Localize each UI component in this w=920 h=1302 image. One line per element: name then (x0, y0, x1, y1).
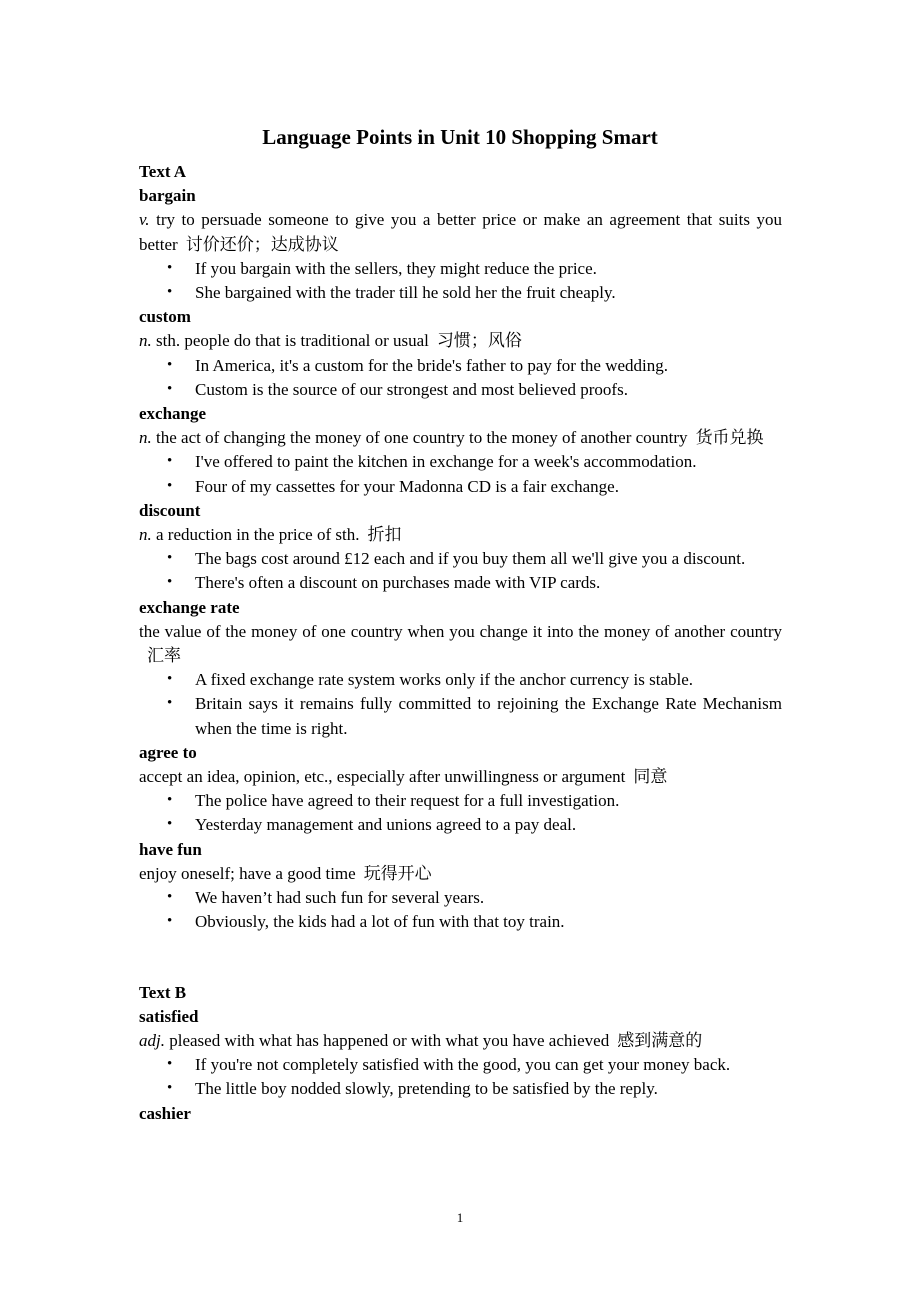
section-heading: Text B (139, 982, 187, 1002)
example-sentence: • In America, it's a custom for the bride's father to pay for the wedding. (139, 354, 782, 378)
vocab-definition (139, 1029, 782, 1053)
vocab-term: satisfied (139, 1006, 199, 1026)
document-body (139, 160, 782, 1126)
definition-text: a reduction in the price of sth. (156, 525, 360, 545)
part-of-speech: n. (139, 428, 152, 448)
vocab-definition (139, 862, 782, 886)
vocab-definition (139, 208, 782, 256)
part-of-speech: adj. (139, 1030, 165, 1050)
example-sentence: • A fixed exchange rate system works only if the anchor currency is stable. (139, 668, 782, 692)
vocab-entry-discount (139, 499, 782, 596)
chinese-translation: 汇率 (147, 646, 181, 666)
definition-text: pleased with what has happened or with what you have achieved (169, 1030, 610, 1050)
example-sentence: • The bags cost around £12 each and if you buy them all we'll give you a discount. (139, 547, 782, 571)
chinese-translation: 讨价还价；达成协议 (185, 234, 339, 254)
vocab-entry-custom (139, 305, 782, 402)
chinese-translation: 折扣 (367, 525, 402, 545)
example-sentence: • Four of my cassettes for your Madonna CD is a fair exchange. (139, 475, 782, 499)
section-text-a (139, 160, 782, 935)
vocab-definition (139, 765, 782, 789)
section-text-b (139, 981, 782, 1126)
vocab-definition (139, 620, 782, 668)
example-list (139, 257, 782, 305)
vocab-term: bargain (139, 186, 196, 206)
vocab-term: exchange (139, 404, 207, 424)
vocab-term: exchange rate (139, 597, 240, 617)
section-heading: Text A (139, 162, 187, 181)
example-sentence: • We haven’t had such fun for several years. (139, 886, 782, 910)
chinese-translation: 感到满意的 (617, 1030, 703, 1050)
vocab-entry-bargain (139, 184, 782, 305)
example-sentence: • Yesterday management and unions agreed to a pay deal. (139, 813, 782, 837)
example-list (139, 354, 782, 402)
example-sentence: • She bargained with the trader till he sold her the fruit cheaply. (139, 281, 782, 305)
example-sentence: • Obviously, the kids had a lot of fun with that toy train. (139, 910, 782, 934)
vocab-definition (139, 329, 782, 353)
vocab-entry-exchange (139, 402, 782, 499)
vocab-term: custom (139, 307, 191, 327)
definition-text: the act of changing the money of one country to the money of another country (156, 428, 688, 448)
example-list (139, 789, 782, 837)
example-list (139, 1053, 782, 1101)
vocab-entry-exchange-rate (139, 596, 782, 741)
definition-text: try to persuade someone to give you a better price or make an agreement that suits you better (139, 210, 783, 254)
vocab-entry-have-fun (139, 838, 782, 935)
example-sentence: • There's often a discount on purchases made with VIP cards. (139, 571, 782, 595)
chinese-translation: 玩得开心 (363, 863, 432, 883)
vocab-entry-agree-to (139, 741, 782, 838)
example-sentence: • If you bargain with the sellers, they might reduce the price. (139, 257, 782, 281)
vocab-term: have fun (139, 839, 202, 859)
part-of-speech: n. (139, 331, 152, 351)
vocab-definition (139, 523, 782, 547)
vocab-entry-cashier (139, 1102, 782, 1126)
vocab-entry-satisfied (139, 1005, 782, 1102)
page-title: Language Points in Unit 10 Shopping Smart (262, 125, 658, 149)
vocab-term: agree to (139, 742, 197, 762)
example-list (139, 886, 782, 934)
chinese-translation: 习惯；风俗 (436, 331, 522, 351)
chinese-translation: 货币兑换 (695, 428, 764, 448)
part-of-speech: n. (139, 525, 152, 545)
vocab-term: discount (139, 500, 201, 520)
example-sentence: • Custom is the source of our strongest and most believed proofs. (139, 378, 782, 402)
part-of-speech: v. (139, 210, 150, 230)
example-list (139, 668, 782, 741)
example-list (139, 450, 782, 498)
definition-text: enjoy oneself; have a good time (139, 863, 356, 883)
definition-text: the value of the money of one country when you change it into the money of another country (139, 621, 782, 641)
example-sentence: • If you're not completely satisfied with the good, you can get your money back. (139, 1053, 782, 1077)
vocab-definition (139, 426, 782, 450)
example-sentence: • The little boy nodded slowly, pretending to be satisfied by the reply. (139, 1077, 782, 1101)
definition-text: sth. people do that is traditional or usual (156, 331, 429, 351)
chinese-translation: 同意 (633, 767, 668, 787)
vocab-term: cashier (139, 1103, 191, 1123)
page-number: 1 (456, 1210, 464, 1225)
example-sentence: • I've offered to paint the kitchen in exchange for a week's accommodation. (139, 450, 782, 474)
definition-text: accept an idea, opinion, etc., especially after unwillingness or argument (139, 767, 626, 787)
example-sentence: • The police have agreed to their request for a full investigation. (139, 789, 782, 813)
example-list (139, 547, 782, 595)
example-sentence: • Britain says it remains fully committed to rejoining the Exchange Rate Mechanism when the time is right. (139, 692, 782, 740)
